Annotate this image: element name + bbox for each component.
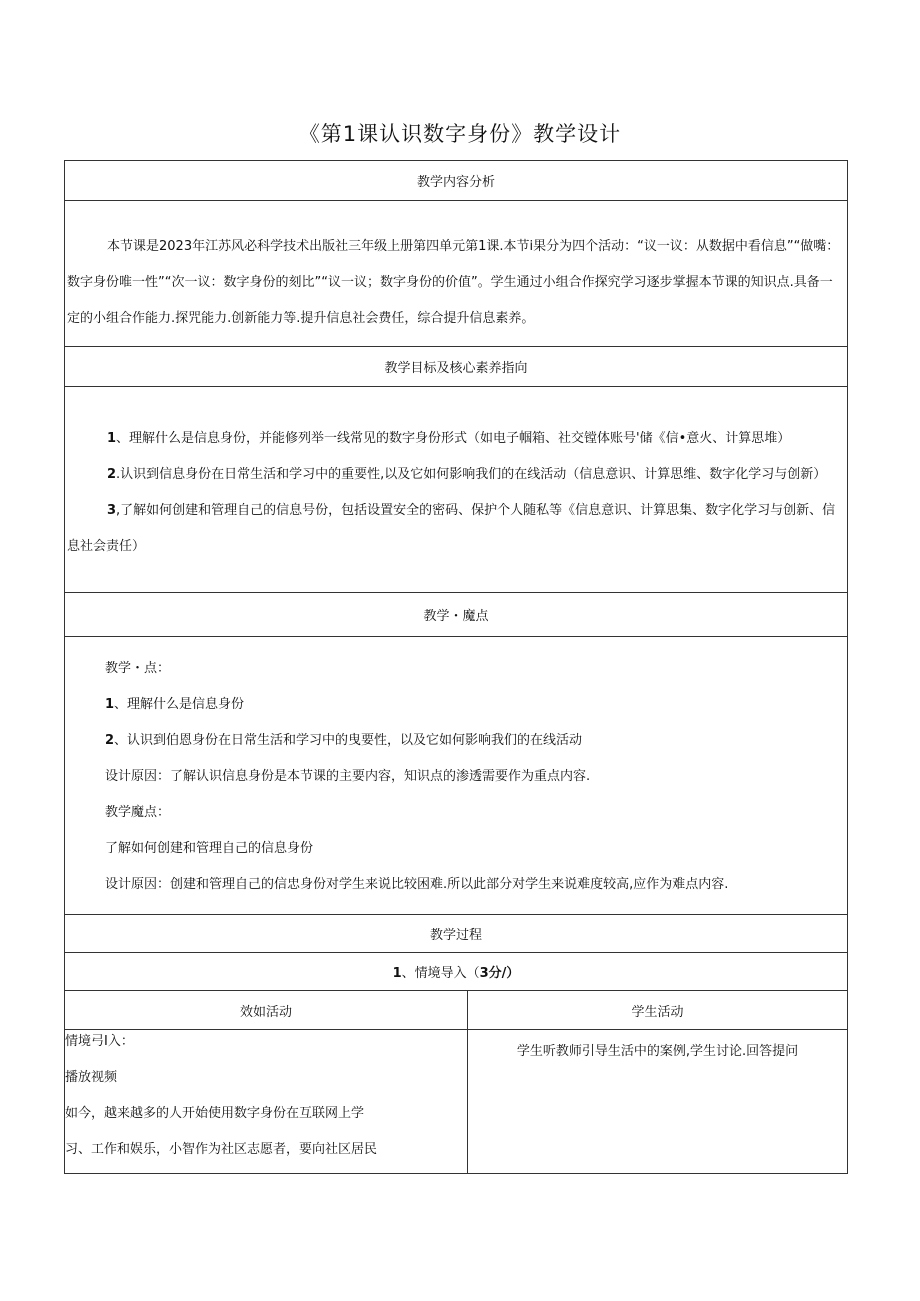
objective-item: [65, 421, 847, 457]
key-points-heading-text: 教学・魔点: [423, 609, 489, 624]
key-point-text: 、认识到伯恩身份在日常生活和学习中的曳要性，以及它如何影响我们的在线活动: [114, 733, 583, 748]
key-points-heading: [65, 593, 847, 637]
teacher-activity-line: 习、工作和娱乐，小智作为社区志愿者，要向社区居民: [65, 1142, 378, 1157]
process-activities: [65, 991, 847, 1173]
process-step-title: [393, 962, 520, 981]
key-point-number: 1: [105, 697, 115, 712]
content-analysis-body: [65, 201, 847, 347]
teacher-activity-content: [65, 1024, 467, 1168]
content-analysis-heading: [65, 161, 847, 201]
process-step-time: 3分/）: [479, 966, 520, 981]
teacher-activity-line: 播放视频: [65, 1070, 118, 1085]
lesson-plan-table: [64, 160, 848, 1174]
objectives-heading: [65, 347, 847, 387]
key-points-body: [65, 637, 847, 915]
student-activity-heading: 学生活动: [468, 991, 847, 1030]
difficult-points-label: 教学魔点：: [105, 805, 171, 820]
process-step-number: 1: [392, 966, 402, 981]
objective-number: 2: [107, 467, 117, 482]
teacher-activity-line: 如今，越来越多的人开始使用数字身份在互联网上学: [65, 1106, 365, 1121]
student-activity-column: [468, 991, 847, 1173]
content-analysis-heading-text: 教学内容分析: [416, 175, 495, 190]
process-step-label: 、情境导入（: [401, 966, 480, 981]
key-point-reason: 设计原因：了解认识信息身份是本节课的主要内容，知识点的渗透需要作为重点内容.: [105, 769, 591, 784]
difficult-point-reason: 设计原因：创建和管理自己的信忠身份对学生来说比较困难.所以此部分对学生来说难度较高,应作为难点内容.: [105, 877, 729, 892]
objective-number: 3: [107, 503, 117, 518]
objectives-heading-text: 教学目标及核心素养指向: [384, 361, 528, 376]
teacher-activity-heading: 效如活动: [65, 991, 467, 1030]
objective-text: ,了解如何创建和管理自己的信息号份，包括设置安全的密码、保护个人随私等《信息意识、计算思集、数字化学习与创新、信息社会责任）: [67, 503, 836, 554]
process-heading: [65, 915, 847, 953]
key-point-item: [65, 723, 847, 759]
objective-text: 、理解什么是信息身份，并能修列举一线常见的数字身份形式（如电子帼箱、社交镗体账号'储《信•意火、计算思堆）: [116, 431, 791, 446]
student-activity-text: 学生听教师引导生活中的案例,学生讨论.回答提问: [516, 1044, 799, 1059]
difficult-point-item: 了解如何创建和管理自己的信息身份: [105, 841, 314, 856]
objective-item: [65, 457, 847, 493]
page-title: 《第1课认识数字身份》教学设计: [298, 122, 622, 146]
objectives-body: [65, 387, 847, 593]
objective-item: [65, 493, 847, 565]
process-heading-text: 教学过程: [429, 928, 482, 943]
key-point-item: [65, 687, 847, 723]
objective-text: .认识到信息身份在日常生活和学习中的重要性,以及它如何影响我们的在线活动（信息意识、计算思维、数字化学习与创新）: [116, 467, 827, 482]
teacher-activity-column: [65, 991, 468, 1173]
process-step-heading: [65, 953, 847, 991]
objective-number: 1: [107, 431, 117, 446]
content-analysis-paragraph: 本节课是2023年江苏风必科学技术出版社三年级上册第四单元第1课.本节i果分为四个活动：“议一议：从数据中看信息”“做嘴：数字身份唯一性”“次一议：数字身份的刻比”“议一议；数字身份的价值”。学生通过小组合作探究学习逐步掌握本节课的知识点.具备一定的小组合作能力.探咒能力.创新能力等.提升信息社会费任，综合提升信息素养。: [67, 239, 840, 326]
key-point-text: 、理解什么是信息身份: [114, 697, 245, 712]
key-points-label: 教学・点：: [105, 661, 171, 676]
key-point-number: 2: [105, 733, 115, 748]
teacher-activity-line: 情境弓I入：: [65, 1034, 134, 1049]
